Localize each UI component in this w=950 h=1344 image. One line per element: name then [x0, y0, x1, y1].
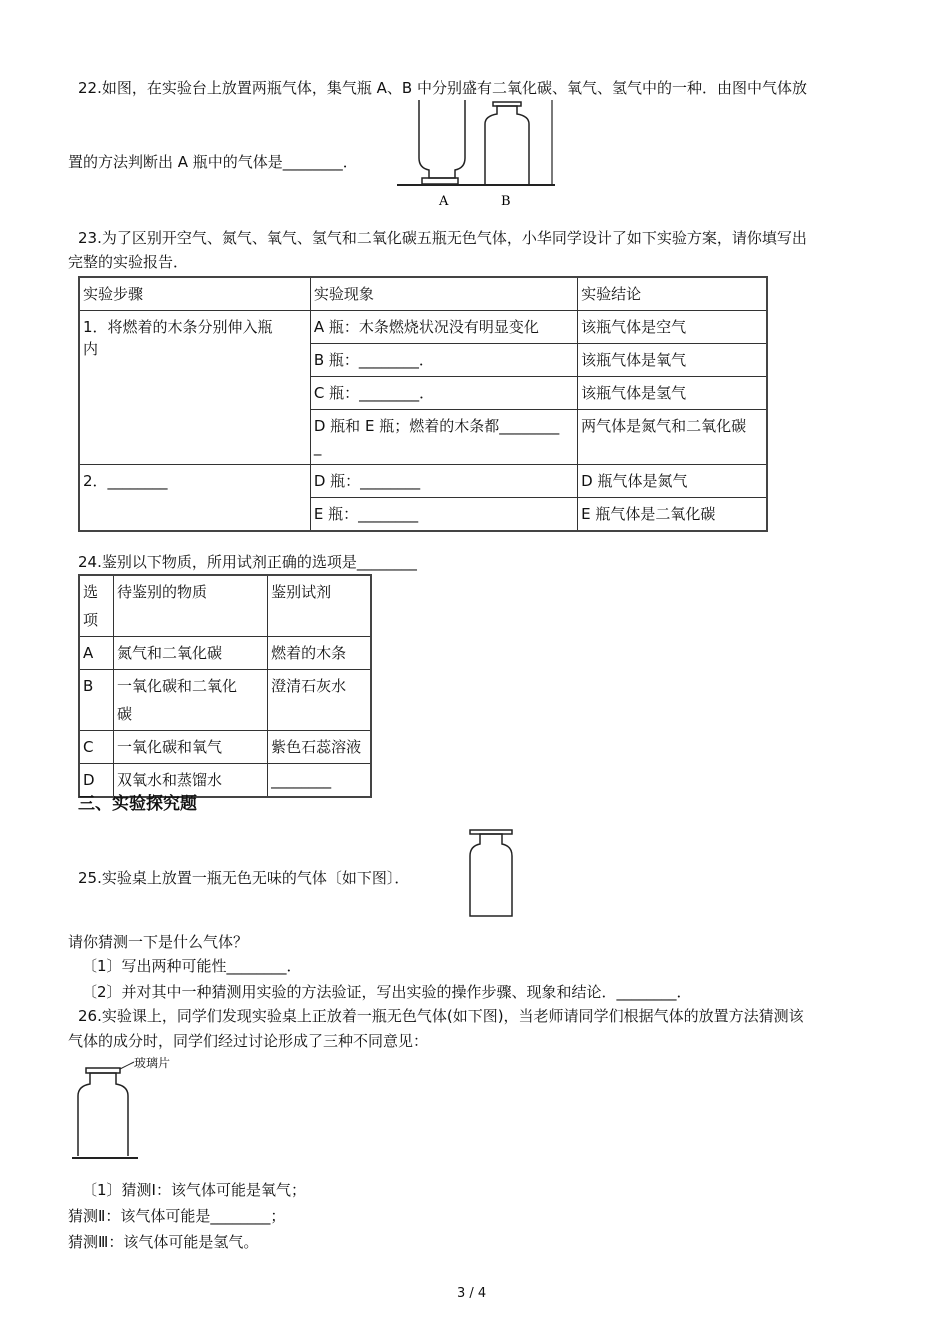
reagent-a: 燃着的木条 — [268, 637, 371, 670]
q22-line1: 22.如图，在实验台上放置两瓶气体，集气瓶 A、B 中分别盛有二氧化碳、氧气、氢气中的一种．由图中气体放 — [78, 79, 807, 97]
header-substances: 待鉴别的物质 — [113, 575, 267, 637]
header-reagent: 鉴别试剂 — [268, 575, 371, 637]
phenomenon-e: E 瓶：________ — [310, 498, 577, 532]
q26-bottle-figure — [68, 1052, 198, 1164]
step-2-cell: 2．________ — [79, 465, 310, 532]
q25-sub2: 〔2〕并对其中一种猜测用实验的方法验证，写出实验的操作步骤、现象和结论．________． — [82, 983, 692, 1001]
q25-bottle-figure — [464, 826, 524, 920]
step-1-cell — [79, 311, 310, 465]
header-steps: 实验步骤 — [79, 277, 310, 311]
conclusion-b: 该瓶气体是氧气 — [578, 344, 767, 377]
phenomenon-de: D 瓶和 E 瓶；燃着的木条都________ _ — [310, 410, 577, 465]
substance-a: 氮气和二氧化碳 — [113, 637, 267, 670]
header-option: 选项 — [79, 575, 113, 637]
conclusion-d: D 瓶气体是氮气 — [578, 465, 767, 498]
label-b: B — [501, 194, 511, 209]
phenomenon-c: C 瓶：________． — [310, 377, 577, 410]
table-header-row — [79, 575, 371, 637]
bottle-a-inverted — [419, 100, 465, 184]
option-c: C — [79, 731, 113, 764]
option-d: D — [79, 764, 113, 798]
table-row — [79, 731, 371, 764]
q26-line2: 气体的成分时，同学们经过讨论形成了三种不同意见： — [68, 1032, 429, 1050]
q25-sub1: 〔1〕写出两种可能性________． — [82, 957, 302, 975]
q23-line2: 完整的实验报告． — [68, 253, 189, 271]
step-1-text-cont: 内 — [83, 340, 99, 358]
step-1-text: 1．将燃着的木条分别伸入瓶 — [83, 318, 273, 336]
substance-b: 一氧化碳和二氧化 碳 — [113, 670, 267, 731]
table-header-row — [79, 277, 767, 311]
q25-line1: 25.实验桌上放置一瓶无色无味的气体〔如下图〕． — [78, 869, 410, 887]
q24-reagent-table — [78, 574, 372, 798]
q23-experiment-table — [78, 276, 768, 532]
glass-plate-label: 玻璃片 — [134, 1056, 171, 1070]
substance-c: 一氧化碳和氧气 — [113, 731, 267, 764]
q23-line1: 23.为了区别开空气、氮气、氧气、氢气和二氧化碳五瓶无色气体，小华同学设计了如下实验方案，请你填写出 — [78, 229, 807, 247]
label-a: A — [439, 194, 449, 209]
q25-line2: 请你猜测一下是什么气体？ — [68, 933, 249, 951]
q22-line2: 置的方法判断出 A 瓶中的气体是________． — [68, 153, 358, 171]
header-phenomena: 实验现象 — [310, 277, 577, 311]
conclusion-de: 两气体是氮气和二氧化碳 — [578, 410, 767, 465]
table-row — [79, 465, 767, 498]
table-row — [79, 670, 371, 731]
phenomenon-d: D 瓶：________ — [310, 465, 577, 498]
phenomenon-a: A 瓶：木条燃烧状况没有明显变化 — [310, 311, 577, 344]
substance-d: 双氧水和蒸馏水 — [113, 764, 267, 798]
conclusion-e: E 瓶气体是二氧化碳 — [578, 498, 767, 532]
q26-guess1: 〔1〕猜测Ⅰ：该气体可能是氧气； — [82, 1181, 306, 1199]
section-title: 三、实验探究题 — [78, 794, 197, 814]
q24-line1: 24.鉴别以下物质，所用试剂正确的选项是________ — [78, 553, 417, 571]
bottle-b-upright — [485, 102, 529, 184]
gas-bottles-figure — [395, 96, 560, 212]
table-row — [79, 764, 371, 798]
q26-guess3: 猜测Ⅲ：该气体可能是氢气。 — [68, 1233, 259, 1251]
reagent-b: 澄清石灰水 — [268, 670, 371, 731]
conclusion-c: 该瓶气体是氢气 — [578, 377, 767, 410]
reagent-d: ________ — [268, 764, 371, 798]
header-conclusion: 实验结论 — [578, 277, 767, 311]
q26-guess2: 猜测Ⅱ：该气体可能是________； — [68, 1207, 286, 1225]
conclusion-a: 该瓶气体是空气 — [578, 311, 767, 344]
option-b: B — [79, 670, 113, 731]
page-number: 3 / 4 — [457, 1286, 487, 1301]
q26-line1: 26.实验课上，同学们发现实验桌上正放着一瓶无色气体(如下图)，当老师请同学们根据气体的放置方法猜测该 — [78, 1007, 804, 1025]
table-row — [79, 311, 767, 344]
option-a: A — [79, 637, 113, 670]
phenomenon-b: B 瓶：________． — [310, 344, 577, 377]
table-row — [79, 637, 371, 670]
reagent-c: 紫色石蕊溶液 — [268, 731, 371, 764]
